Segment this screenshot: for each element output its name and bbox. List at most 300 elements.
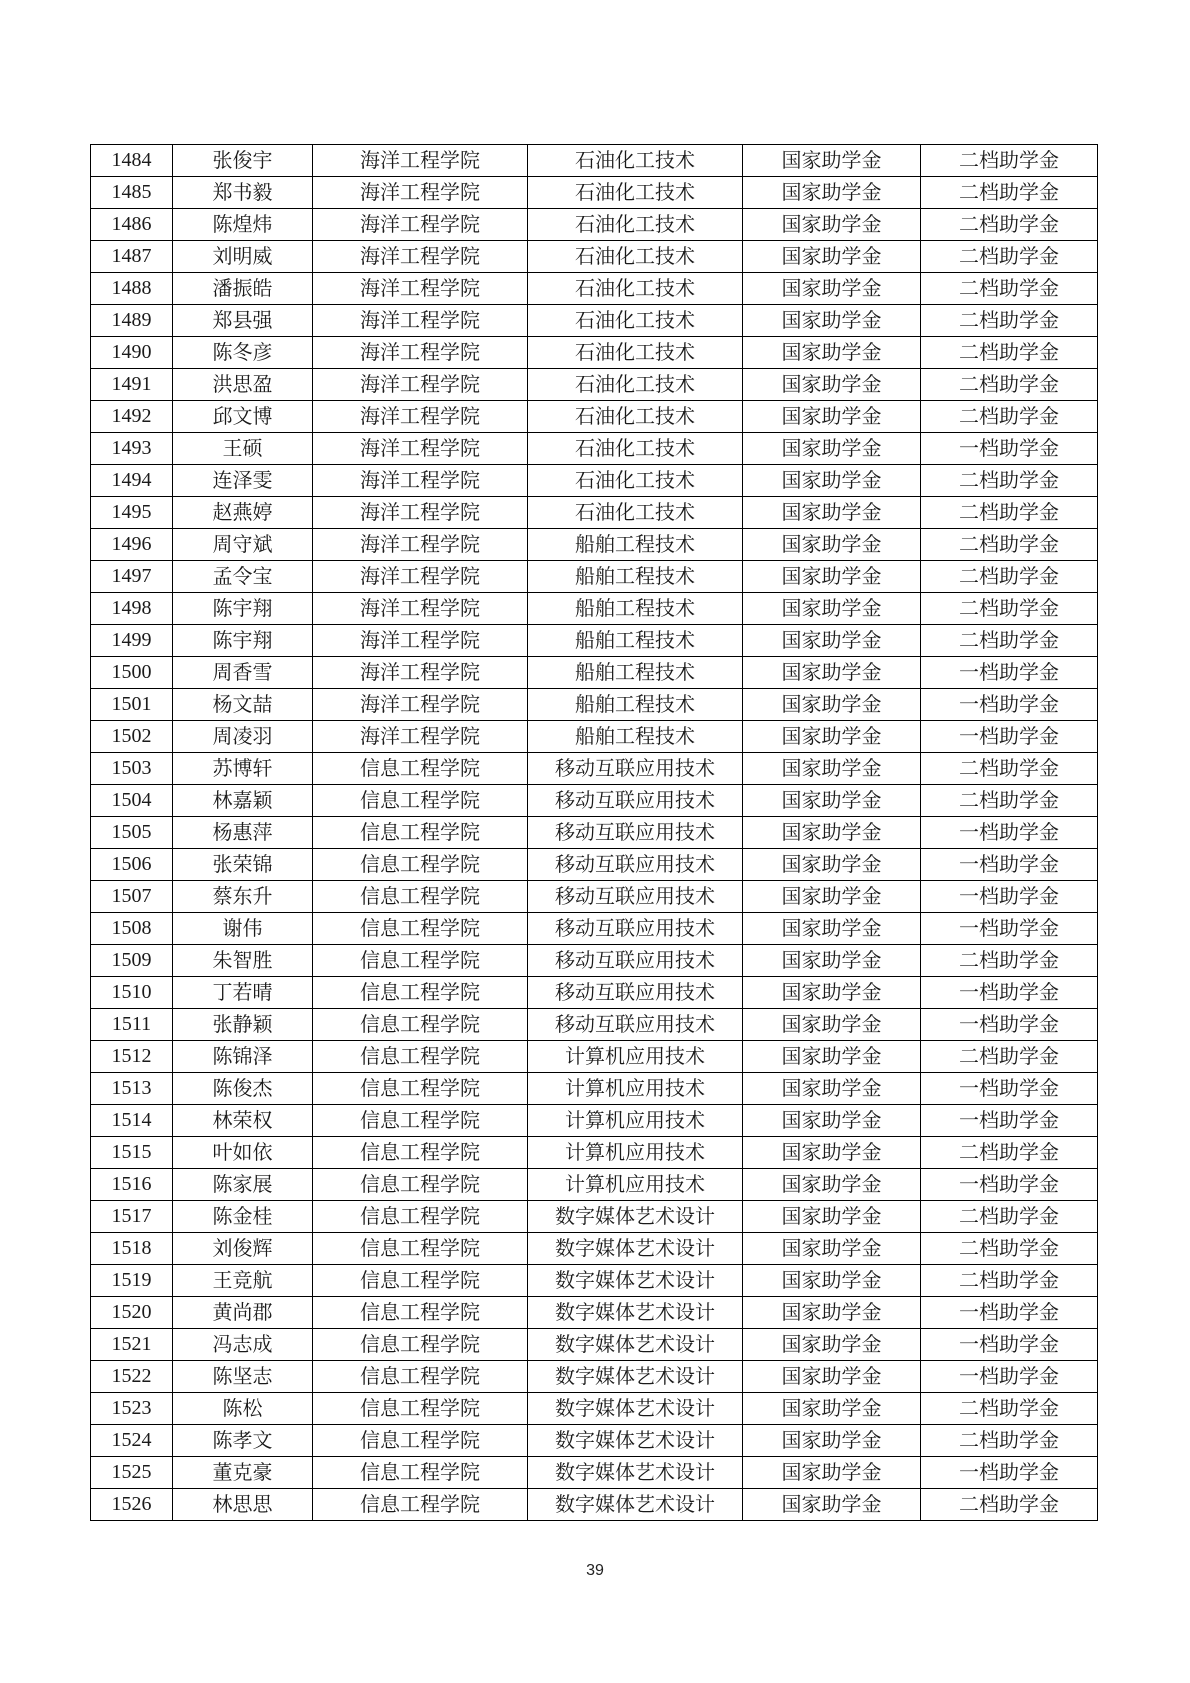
student-name-cell: 张荣锦 xyxy=(173,849,313,881)
grant-type-cell: 国家助学金 xyxy=(743,1393,921,1425)
grant-type-cell: 国家助学金 xyxy=(743,209,921,241)
table-row xyxy=(91,753,1098,785)
grant-type-cell: 国家助学金 xyxy=(743,849,921,881)
table-row xyxy=(91,561,1098,593)
row-number-cell: 1502 xyxy=(91,721,173,753)
table-row xyxy=(91,689,1098,721)
college-name-cell: 海洋工程学院 xyxy=(313,273,528,305)
row-number-cell: 1495 xyxy=(91,497,173,529)
college-name-cell: 信息工程学院 xyxy=(313,977,528,1009)
table-row xyxy=(91,625,1098,657)
table-row xyxy=(91,273,1098,305)
major-name-cell: 石油化工技术 xyxy=(528,497,743,529)
major-name-cell: 数字媒体艺术设计 xyxy=(528,1425,743,1457)
major-name-cell: 计算机应用技术 xyxy=(528,1137,743,1169)
row-number-cell: 1522 xyxy=(91,1361,173,1393)
grant-type-cell: 国家助学金 xyxy=(743,1105,921,1137)
student-name-cell: 丁若晴 xyxy=(173,977,313,1009)
row-number-cell: 1526 xyxy=(91,1489,173,1521)
major-name-cell: 数字媒体艺术设计 xyxy=(528,1489,743,1521)
major-name-cell: 石油化工技术 xyxy=(528,433,743,465)
student-name-cell: 谢伟 xyxy=(173,913,313,945)
row-number-cell: 1505 xyxy=(91,817,173,849)
row-number-cell: 1520 xyxy=(91,1297,173,1329)
row-number-cell: 1523 xyxy=(91,1393,173,1425)
grant-level-cell: 二档助学金 xyxy=(921,625,1098,657)
table-row xyxy=(91,1169,1098,1201)
major-name-cell: 石油化工技术 xyxy=(528,337,743,369)
college-name-cell: 海洋工程学院 xyxy=(313,689,528,721)
table-row xyxy=(91,721,1098,753)
grant-level-cell: 一档助学金 xyxy=(921,1105,1098,1137)
grant-type-cell: 国家助学金 xyxy=(743,625,921,657)
row-number-cell: 1484 xyxy=(91,145,173,177)
grant-type-cell: 国家助学金 xyxy=(743,529,921,561)
table-body xyxy=(91,145,1098,1521)
grant-level-cell: 二档助学金 xyxy=(921,785,1098,817)
grant-level-cell: 一档助学金 xyxy=(921,721,1098,753)
student-name-cell: 郑书毅 xyxy=(173,177,313,209)
major-name-cell: 石油化工技术 xyxy=(528,177,743,209)
college-name-cell: 信息工程学院 xyxy=(313,849,528,881)
major-name-cell: 计算机应用技术 xyxy=(528,1041,743,1073)
row-number-cell: 1499 xyxy=(91,625,173,657)
grant-type-cell: 国家助学金 xyxy=(743,1265,921,1297)
student-name-cell: 周凌羽 xyxy=(173,721,313,753)
grant-type-cell: 国家助学金 xyxy=(743,945,921,977)
table-row xyxy=(91,1361,1098,1393)
college-name-cell: 海洋工程学院 xyxy=(313,369,528,401)
grant-level-cell: 二档助学金 xyxy=(921,593,1098,625)
table-row xyxy=(91,593,1098,625)
college-name-cell: 信息工程学院 xyxy=(313,913,528,945)
student-name-cell: 陈家展 xyxy=(173,1169,313,1201)
grant-type-cell: 国家助学金 xyxy=(743,497,921,529)
grant-level-cell: 一档助学金 xyxy=(921,433,1098,465)
student-name-cell: 苏博轩 xyxy=(173,753,313,785)
table-row xyxy=(91,1265,1098,1297)
row-number-cell: 1497 xyxy=(91,561,173,593)
grant-type-cell: 国家助学金 xyxy=(743,305,921,337)
grant-level-cell: 一档助学金 xyxy=(921,1169,1098,1201)
major-name-cell: 移动互联应用技术 xyxy=(528,753,743,785)
major-name-cell: 数字媒体艺术设计 xyxy=(528,1233,743,1265)
college-name-cell: 海洋工程学院 xyxy=(313,433,528,465)
grant-level-cell: 二档助学金 xyxy=(921,241,1098,273)
row-number-cell: 1493 xyxy=(91,433,173,465)
row-number-cell: 1514 xyxy=(91,1105,173,1137)
major-name-cell: 石油化工技术 xyxy=(528,401,743,433)
student-name-cell: 陈松 xyxy=(173,1393,313,1425)
grant-type-cell: 国家助学金 xyxy=(743,1457,921,1489)
student-name-cell: 洪思盈 xyxy=(173,369,313,401)
grant-type-cell: 国家助学金 xyxy=(743,785,921,817)
row-number-cell: 1513 xyxy=(91,1073,173,1105)
grant-level-cell: 二档助学金 xyxy=(921,369,1098,401)
table-row xyxy=(91,529,1098,561)
college-name-cell: 信息工程学院 xyxy=(313,1297,528,1329)
table-row xyxy=(91,209,1098,241)
college-name-cell: 信息工程学院 xyxy=(313,1009,528,1041)
student-name-cell: 周守斌 xyxy=(173,529,313,561)
row-number-cell: 1489 xyxy=(91,305,173,337)
table-row xyxy=(91,657,1098,689)
table-row xyxy=(91,497,1098,529)
major-name-cell: 数字媒体艺术设计 xyxy=(528,1329,743,1361)
major-name-cell: 船舶工程技术 xyxy=(528,529,743,561)
major-name-cell: 移动互联应用技术 xyxy=(528,881,743,913)
row-number-cell: 1494 xyxy=(91,465,173,497)
grant-type-cell: 国家助学金 xyxy=(743,145,921,177)
college-name-cell: 信息工程学院 xyxy=(313,1169,528,1201)
row-number-cell: 1518 xyxy=(91,1233,173,1265)
college-name-cell: 海洋工程学院 xyxy=(313,401,528,433)
grant-type-cell: 国家助学金 xyxy=(743,1137,921,1169)
row-number-cell: 1515 xyxy=(91,1137,173,1169)
grant-type-cell: 国家助学金 xyxy=(743,977,921,1009)
major-name-cell: 石油化工技术 xyxy=(528,145,743,177)
student-name-cell: 陈煌炜 xyxy=(173,209,313,241)
grant-level-cell: 二档助学金 xyxy=(921,753,1098,785)
major-name-cell: 船舶工程技术 xyxy=(528,625,743,657)
row-number-cell: 1491 xyxy=(91,369,173,401)
grant-recipient-table xyxy=(90,144,1098,1521)
student-name-cell: 蔡东升 xyxy=(173,881,313,913)
table-row xyxy=(91,145,1098,177)
college-name-cell: 信息工程学院 xyxy=(313,1201,528,1233)
row-number-cell: 1490 xyxy=(91,337,173,369)
table-row xyxy=(91,1201,1098,1233)
grant-type-cell: 国家助学金 xyxy=(743,1009,921,1041)
college-name-cell: 信息工程学院 xyxy=(313,1489,528,1521)
table-row xyxy=(91,945,1098,977)
grant-type-cell: 国家助学金 xyxy=(743,689,921,721)
major-name-cell: 船舶工程技术 xyxy=(528,721,743,753)
college-name-cell: 信息工程学院 xyxy=(313,1457,528,1489)
college-name-cell: 海洋工程学院 xyxy=(313,305,528,337)
grant-level-cell: 一档助学金 xyxy=(921,1329,1098,1361)
row-number-cell: 1500 xyxy=(91,657,173,689)
row-number-cell: 1503 xyxy=(91,753,173,785)
row-number-cell: 1501 xyxy=(91,689,173,721)
row-number-cell: 1506 xyxy=(91,849,173,881)
grant-level-cell: 二档助学金 xyxy=(921,465,1098,497)
college-name-cell: 信息工程学院 xyxy=(313,1265,528,1297)
grant-type-cell: 国家助学金 xyxy=(743,913,921,945)
grant-type-cell: 国家助学金 xyxy=(743,1169,921,1201)
major-name-cell: 石油化工技术 xyxy=(528,305,743,337)
student-name-cell: 陈俊杰 xyxy=(173,1073,313,1105)
grant-level-cell: 二档助学金 xyxy=(921,145,1098,177)
table-row xyxy=(91,1041,1098,1073)
college-name-cell: 海洋工程学院 xyxy=(313,529,528,561)
row-number-cell: 1504 xyxy=(91,785,173,817)
grant-level-cell: 二档助学金 xyxy=(921,529,1098,561)
major-name-cell: 移动互联应用技术 xyxy=(528,977,743,1009)
major-name-cell: 石油化工技术 xyxy=(528,241,743,273)
grant-type-cell: 国家助学金 xyxy=(743,401,921,433)
student-name-cell: 王硕 xyxy=(173,433,313,465)
table-row xyxy=(91,337,1098,369)
row-number-cell: 1521 xyxy=(91,1329,173,1361)
row-number-cell: 1485 xyxy=(91,177,173,209)
college-name-cell: 信息工程学院 xyxy=(313,817,528,849)
student-name-cell: 陈宇翔 xyxy=(173,625,313,657)
table-row xyxy=(91,1329,1098,1361)
student-name-cell: 潘振皓 xyxy=(173,273,313,305)
table-row xyxy=(91,817,1098,849)
student-name-cell: 陈锦泽 xyxy=(173,1041,313,1073)
table-row xyxy=(91,1393,1098,1425)
college-name-cell: 信息工程学院 xyxy=(313,881,528,913)
grant-type-cell: 国家助学金 xyxy=(743,337,921,369)
grant-level-cell: 二档助学金 xyxy=(921,273,1098,305)
table-row xyxy=(91,305,1098,337)
grant-level-cell: 一档助学金 xyxy=(921,1297,1098,1329)
student-name-cell: 郑县强 xyxy=(173,305,313,337)
student-name-cell: 林思思 xyxy=(173,1489,313,1521)
table-row xyxy=(91,1009,1098,1041)
student-name-cell: 王竞航 xyxy=(173,1265,313,1297)
college-name-cell: 海洋工程学院 xyxy=(313,145,528,177)
grant-level-cell: 一档助学金 xyxy=(921,1457,1098,1489)
row-number-cell: 1512 xyxy=(91,1041,173,1073)
row-number-cell: 1517 xyxy=(91,1201,173,1233)
grant-level-cell: 二档助学金 xyxy=(921,305,1098,337)
grant-level-cell: 一档助学金 xyxy=(921,657,1098,689)
major-name-cell: 船舶工程技术 xyxy=(528,657,743,689)
grant-level-cell: 一档助学金 xyxy=(921,689,1098,721)
college-name-cell: 信息工程学院 xyxy=(313,945,528,977)
major-name-cell: 移动互联应用技术 xyxy=(528,913,743,945)
student-name-cell: 黄尚郡 xyxy=(173,1297,313,1329)
grant-level-cell: 二档助学金 xyxy=(921,209,1098,241)
college-name-cell: 信息工程学院 xyxy=(313,1425,528,1457)
student-name-cell: 杨惠萍 xyxy=(173,817,313,849)
college-name-cell: 海洋工程学院 xyxy=(313,177,528,209)
major-name-cell: 石油化工技术 xyxy=(528,209,743,241)
major-name-cell: 石油化工技术 xyxy=(528,465,743,497)
college-name-cell: 信息工程学院 xyxy=(313,1073,528,1105)
table-row xyxy=(91,913,1098,945)
student-name-cell: 刘俊辉 xyxy=(173,1233,313,1265)
table-row xyxy=(91,465,1098,497)
college-name-cell: 信息工程学院 xyxy=(313,1329,528,1361)
grant-level-cell: 二档助学金 xyxy=(921,1137,1098,1169)
table-row xyxy=(91,1457,1098,1489)
college-name-cell: 信息工程学院 xyxy=(313,753,528,785)
college-name-cell: 信息工程学院 xyxy=(313,1233,528,1265)
major-name-cell: 船舶工程技术 xyxy=(528,593,743,625)
major-name-cell: 数字媒体艺术设计 xyxy=(528,1393,743,1425)
student-name-cell: 赵燕婷 xyxy=(173,497,313,529)
grant-level-cell: 一档助学金 xyxy=(921,913,1098,945)
row-number-cell: 1498 xyxy=(91,593,173,625)
table-row xyxy=(91,241,1098,273)
table-row xyxy=(91,1233,1098,1265)
row-number-cell: 1507 xyxy=(91,881,173,913)
student-name-cell: 周香雪 xyxy=(173,657,313,689)
grant-type-cell: 国家助学金 xyxy=(743,1361,921,1393)
grant-type-cell: 国家助学金 xyxy=(743,721,921,753)
college-name-cell: 信息工程学院 xyxy=(313,1105,528,1137)
table-row xyxy=(91,369,1098,401)
table-row xyxy=(91,433,1098,465)
student-name-cell: 叶如依 xyxy=(173,1137,313,1169)
major-name-cell: 计算机应用技术 xyxy=(528,1073,743,1105)
major-name-cell: 移动互联应用技术 xyxy=(528,1009,743,1041)
row-number-cell: 1511 xyxy=(91,1009,173,1041)
grant-level-cell: 二档助学金 xyxy=(921,1201,1098,1233)
grant-level-cell: 一档助学金 xyxy=(921,977,1098,1009)
college-name-cell: 海洋工程学院 xyxy=(313,241,528,273)
college-name-cell: 海洋工程学院 xyxy=(313,497,528,529)
grant-type-cell: 国家助学金 xyxy=(743,753,921,785)
row-number-cell: 1496 xyxy=(91,529,173,561)
page-number: 39 xyxy=(586,1562,604,1579)
student-name-cell: 张俊宇 xyxy=(173,145,313,177)
major-name-cell: 数字媒体艺术设计 xyxy=(528,1265,743,1297)
table-row xyxy=(91,1489,1098,1521)
grant-level-cell: 一档助学金 xyxy=(921,817,1098,849)
grant-level-cell: 一档助学金 xyxy=(921,1073,1098,1105)
grant-type-cell: 国家助学金 xyxy=(743,1489,921,1521)
grant-level-cell: 一档助学金 xyxy=(921,1361,1098,1393)
college-name-cell: 海洋工程学院 xyxy=(313,465,528,497)
grant-level-cell: 二档助学金 xyxy=(921,337,1098,369)
major-name-cell: 移动互联应用技术 xyxy=(528,849,743,881)
student-name-cell: 陈孝文 xyxy=(173,1425,313,1457)
grant-type-cell: 国家助学金 xyxy=(743,881,921,913)
student-name-cell: 林嘉颖 xyxy=(173,785,313,817)
student-name-cell: 陈坚志 xyxy=(173,1361,313,1393)
grant-type-cell: 国家助学金 xyxy=(743,241,921,273)
table-row xyxy=(91,977,1098,1009)
grant-level-cell: 二档助学金 xyxy=(921,1425,1098,1457)
row-number-cell: 1519 xyxy=(91,1265,173,1297)
row-number-cell: 1488 xyxy=(91,273,173,305)
grant-level-cell: 二档助学金 xyxy=(921,1393,1098,1425)
row-number-cell: 1487 xyxy=(91,241,173,273)
grant-level-cell: 二档助学金 xyxy=(921,1489,1098,1521)
grant-type-cell: 国家助学金 xyxy=(743,817,921,849)
grant-type-cell: 国家助学金 xyxy=(743,1201,921,1233)
college-name-cell: 信息工程学院 xyxy=(313,1361,528,1393)
college-name-cell: 海洋工程学院 xyxy=(313,561,528,593)
college-name-cell: 海洋工程学院 xyxy=(313,337,528,369)
grant-type-cell: 国家助学金 xyxy=(743,1041,921,1073)
row-number-cell: 1516 xyxy=(91,1169,173,1201)
student-name-cell: 孟令宝 xyxy=(173,561,313,593)
row-number-cell: 1524 xyxy=(91,1425,173,1457)
grant-type-cell: 国家助学金 xyxy=(743,1073,921,1105)
major-name-cell: 石油化工技术 xyxy=(528,273,743,305)
grant-level-cell: 二档助学金 xyxy=(921,1041,1098,1073)
grant-level-cell: 二档助学金 xyxy=(921,1233,1098,1265)
grant-level-cell: 二档助学金 xyxy=(921,561,1098,593)
grant-type-cell: 国家助学金 xyxy=(743,1233,921,1265)
college-name-cell: 海洋工程学院 xyxy=(313,657,528,689)
student-name-cell: 陈冬彦 xyxy=(173,337,313,369)
grant-type-cell: 国家助学金 xyxy=(743,273,921,305)
major-name-cell: 数字媒体艺术设计 xyxy=(528,1457,743,1489)
grant-type-cell: 国家助学金 xyxy=(743,433,921,465)
row-number-cell: 1510 xyxy=(91,977,173,1009)
college-name-cell: 海洋工程学院 xyxy=(313,593,528,625)
grant-level-cell: 一档助学金 xyxy=(921,1009,1098,1041)
student-name-cell: 杨文喆 xyxy=(173,689,313,721)
student-name-cell: 林荣权 xyxy=(173,1105,313,1137)
student-name-cell: 陈宇翔 xyxy=(173,593,313,625)
row-number-cell: 1486 xyxy=(91,209,173,241)
grant-type-cell: 国家助学金 xyxy=(743,1425,921,1457)
table-row xyxy=(91,881,1098,913)
grant-type-cell: 国家助学金 xyxy=(743,177,921,209)
table-row xyxy=(91,177,1098,209)
grant-type-cell: 国家助学金 xyxy=(743,1329,921,1361)
grant-level-cell: 二档助学金 xyxy=(921,945,1098,977)
major-name-cell: 移动互联应用技术 xyxy=(528,785,743,817)
student-name-cell: 连泽雯 xyxy=(173,465,313,497)
table-row xyxy=(91,1297,1098,1329)
grant-level-cell: 一档助学金 xyxy=(921,849,1098,881)
grant-level-cell: 一档助学金 xyxy=(921,881,1098,913)
table-row xyxy=(91,785,1098,817)
row-number-cell: 1492 xyxy=(91,401,173,433)
student-name-cell: 张静颖 xyxy=(173,1009,313,1041)
grant-level-cell: 二档助学金 xyxy=(921,401,1098,433)
table-row xyxy=(91,1425,1098,1457)
student-name-cell: 陈金桂 xyxy=(173,1201,313,1233)
table-row xyxy=(91,401,1098,433)
major-name-cell: 数字媒体艺术设计 xyxy=(528,1297,743,1329)
student-name-cell: 朱智胜 xyxy=(173,945,313,977)
grant-level-cell: 二档助学金 xyxy=(921,1265,1098,1297)
major-name-cell: 移动互联应用技术 xyxy=(528,945,743,977)
grant-type-cell: 国家助学金 xyxy=(743,465,921,497)
student-name-cell: 刘明威 xyxy=(173,241,313,273)
table-row xyxy=(91,1073,1098,1105)
college-name-cell: 海洋工程学院 xyxy=(313,209,528,241)
table-row xyxy=(91,1137,1098,1169)
grant-type-cell: 国家助学金 xyxy=(743,657,921,689)
major-name-cell: 船舶工程技术 xyxy=(528,689,743,721)
student-name-cell: 邱文博 xyxy=(173,401,313,433)
row-number-cell: 1525 xyxy=(91,1457,173,1489)
student-name-cell: 董克豪 xyxy=(173,1457,313,1489)
grant-level-cell: 二档助学金 xyxy=(921,177,1098,209)
grant-type-cell: 国家助学金 xyxy=(743,1297,921,1329)
major-name-cell: 移动互联应用技术 xyxy=(528,817,743,849)
grant-type-cell: 国家助学金 xyxy=(743,369,921,401)
student-name-cell: 冯志成 xyxy=(173,1329,313,1361)
grant-level-cell: 二档助学金 xyxy=(921,497,1098,529)
college-name-cell: 海洋工程学院 xyxy=(313,721,528,753)
table-row xyxy=(91,849,1098,881)
college-name-cell: 海洋工程学院 xyxy=(313,625,528,657)
college-name-cell: 信息工程学院 xyxy=(313,1041,528,1073)
row-number-cell: 1509 xyxy=(91,945,173,977)
major-name-cell: 计算机应用技术 xyxy=(528,1169,743,1201)
row-number-cell: 1508 xyxy=(91,913,173,945)
college-name-cell: 信息工程学院 xyxy=(313,1137,528,1169)
college-name-cell: 信息工程学院 xyxy=(313,785,528,817)
grant-type-cell: 国家助学金 xyxy=(743,561,921,593)
table-row xyxy=(91,1105,1098,1137)
major-name-cell: 船舶工程技术 xyxy=(528,561,743,593)
major-name-cell: 数字媒体艺术设计 xyxy=(528,1361,743,1393)
major-name-cell: 数字媒体艺术设计 xyxy=(528,1201,743,1233)
